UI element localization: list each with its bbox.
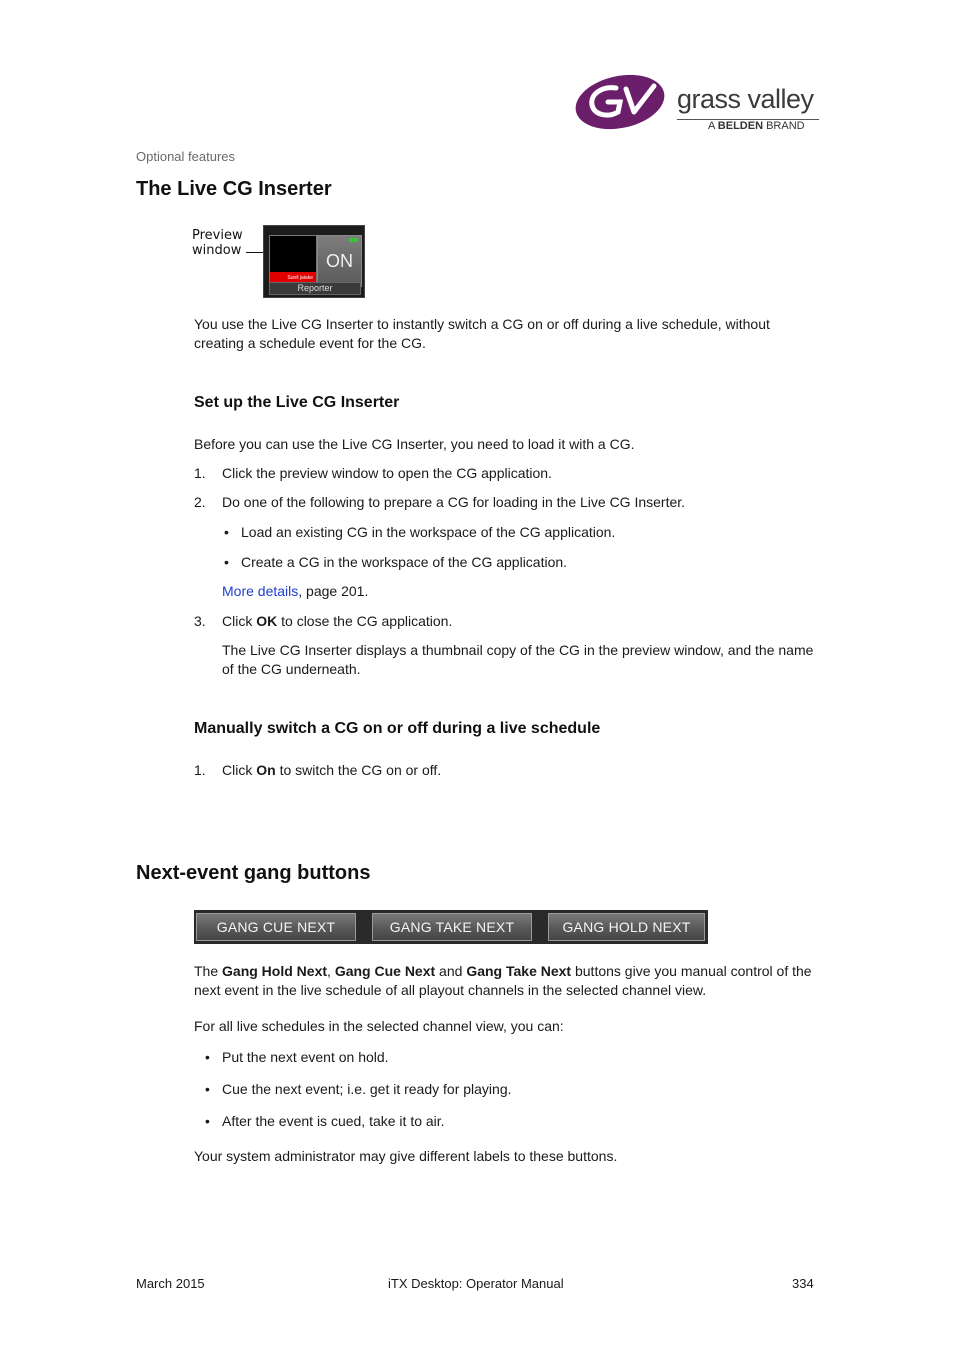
- step-number: 1.: [194, 762, 206, 778]
- cg-on-button[interactable]: ON: [317, 235, 362, 287]
- footer-doc-title: iTX Desktop: Operator Manual: [388, 1276, 564, 1291]
- step-number: 2.: [194, 494, 206, 510]
- gang-bullet-2: • Cue the next event; i.e. get it ready for playing.: [222, 1080, 512, 1099]
- live-cg-inserter-widget: [263, 225, 365, 298]
- live-cg-intro: You use the Live CG Inserter to instantly switch a CG on or off during a live schedule, without creating a schedule event for the CG.: [194, 316, 770, 351]
- step-number: 1.: [194, 465, 206, 481]
- brand-tagline: A BELDEN BRAND: [708, 120, 805, 132]
- manual-switch-title: Manually switch a CG on or off during a live schedule: [194, 720, 601, 737]
- preview-window-callout: Preview window: [192, 228, 243, 258]
- gang-bullet-1: • Put the next event on hold.: [222, 1048, 389, 1067]
- manual-step-1: Click On to switch the CG on or off.: [222, 762, 442, 778]
- gang-hold-next-button[interactable]: GANG HOLD NEXT: [548, 913, 705, 941]
- gang-lead: For all live schedules in the selected channel view, you can:: [194, 1018, 564, 1034]
- grass-valley-logo: [574, 70, 824, 136]
- setup-bullet-1: • Load an existing CG in the workspace of the CG application.: [241, 523, 615, 542]
- footer-page-number: 334: [792, 1276, 814, 1291]
- cg-name-label: Reporter: [269, 282, 361, 295]
- setup-bullet-2: • Create a CG in the workspace of the CG application.: [241, 553, 567, 572]
- section-label: Optional features: [136, 149, 236, 164]
- status-led: [349, 238, 358, 242]
- gang-closing: Your system administrator may give different labels to these buttons.: [194, 1148, 618, 1164]
- setup-step-1: Click the preview window to open the CG application.: [222, 465, 552, 481]
- gang-bullet-3: • After the event is cued, take it to air.: [222, 1112, 445, 1131]
- live-cg-title: The Live CG Inserter: [136, 178, 332, 200]
- gv-emblem-icon: [574, 72, 674, 132]
- cg-lower-third-strip: Sunil jaiake: [270, 272, 316, 286]
- setup-step-3: Click OK to close the CG application.: [222, 613, 453, 629]
- footer-date: March 2015: [136, 1276, 205, 1291]
- brand-name: grass valley: [677, 84, 814, 114]
- cg-preview-window[interactable]: [269, 235, 317, 287]
- setup-step-2: Do one of the following to prepare a CG for loading in the Live CG Inserter.: [222, 494, 686, 510]
- setup-lead: Before you can use the Live CG Inserter, you need to load it with a CG.: [194, 436, 635, 452]
- gang-buttons-title: Next-event gang buttons: [136, 862, 371, 884]
- gang-take-next-button[interactable]: GANG TAKE NEXT: [372, 913, 532, 941]
- setup-title: Set up the Live CG Inserter: [194, 394, 400, 411]
- setup-step-3-note: The Live CG Inserter displays a thumbnail copy of the CG in the preview window, and the name of the CG underneath.: [222, 642, 814, 677]
- more-details-line: More details, page 201.: [222, 583, 369, 599]
- step-number: 3.: [194, 613, 206, 629]
- gang-button-bar: [194, 910, 708, 944]
- gang-cue-next-button[interactable]: GANG CUE NEXT: [196, 913, 356, 941]
- more-details-link[interactable]: More details: [222, 583, 299, 599]
- gang-description: The Gang Hold Next, Gang Cue Next and Gang Take Next buttons give you manual control of the next event in the live schedule of all playout channels in the selected channel view.: [194, 963, 812, 998]
